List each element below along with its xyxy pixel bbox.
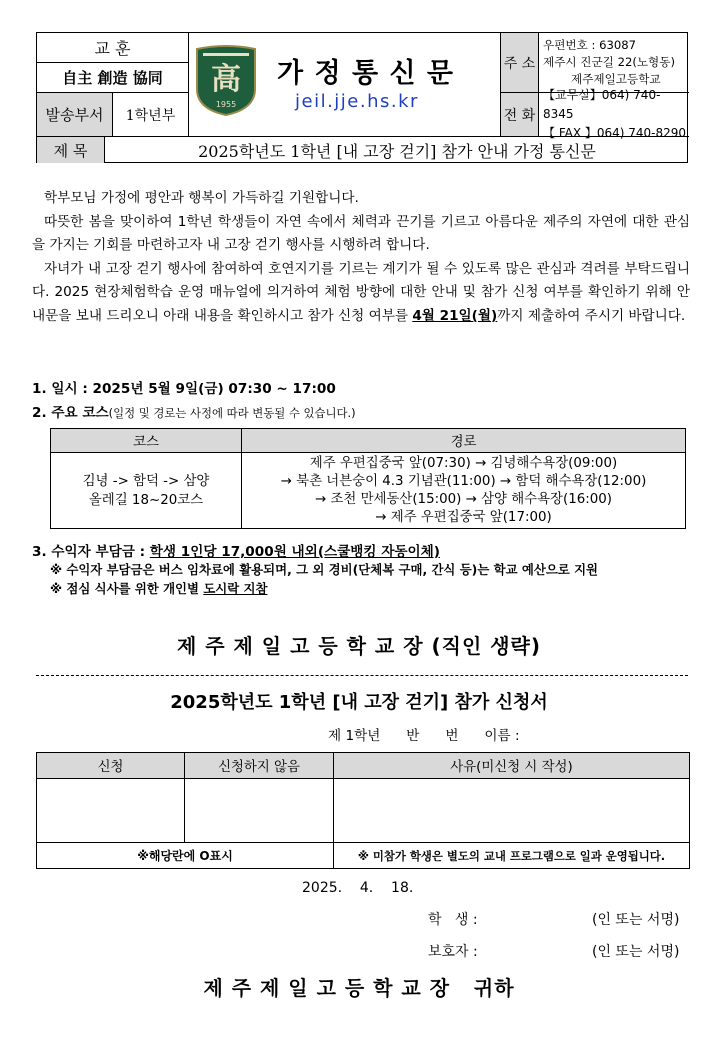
intro-paragraph-1: 학부모님 가정에 평안과 행복이 가득하길 기원합니다. xyxy=(44,190,359,206)
phone-office: 【교무실】064) 740-8345 xyxy=(543,88,661,121)
route-col-header: 경로 xyxy=(242,429,686,453)
motto-label: 교 훈 xyxy=(37,33,189,63)
intro-text xyxy=(32,187,690,329)
apply-col-header: 신청 xyxy=(37,753,185,779)
not-apply-col-header: 신청하지 않음 xyxy=(185,753,334,779)
absent-note: ※ 미참가 학생은 별도의 교내 프로그램으로 일과 운영됩니다. xyxy=(334,843,690,869)
principal-signature: 제 주 제 일 고 등 학 교 장 (직인 생략) xyxy=(176,634,542,658)
subject-label: 제 목 xyxy=(37,137,105,163)
student-sign-label: 학 생 : xyxy=(428,912,478,928)
fee-line: 3. 수익자 부담금 : 학생 1인당 17,000원 내외(스쿨뱅킹 자동이체) xyxy=(32,544,441,560)
reason-col-header: 사유(미신청 시 작성) xyxy=(334,753,690,779)
phone-value xyxy=(539,88,689,140)
address-value xyxy=(539,33,689,93)
course-cell: 김녕 -> 함덕 -> 삼양 올레길 18~20코스 xyxy=(51,453,242,529)
phone-label: 전 화 xyxy=(501,93,539,137)
fee-value: 학생 1인당 17,000원 내외(스쿨뱅킹 자동이체) xyxy=(149,544,441,560)
subject-value: 2025학년도 1학년 [내 고장 걷기] 참가 안내 가정 통신문 xyxy=(198,141,596,161)
school-url[interactable]: jeil.jje.hs.kr xyxy=(295,91,419,112)
student-sign-field[interactable]: (인 또는 서명) xyxy=(592,912,680,928)
deadline: 4월 21일(월) xyxy=(412,307,498,324)
mark-note: ※해당란에 O표시 xyxy=(37,843,334,869)
course-note: (일정 및 경로는 사정에 따라 변동될 수 있습니다.) xyxy=(108,406,356,420)
lunch-note: ※ 점심 식사를 위한 개인별 도시락 지참 xyxy=(50,581,268,596)
letter-header xyxy=(36,32,688,163)
apply-check-cell[interactable] xyxy=(37,779,185,843)
course-table xyxy=(50,428,686,529)
address-label: 주 소 xyxy=(501,33,539,93)
school-motto: 自主 創造 協同 xyxy=(37,63,189,93)
form-date: 2025. 4. 18. xyxy=(302,880,414,896)
title-block xyxy=(189,33,501,137)
phone-fax: 【 FAX 】064) 740-8290 xyxy=(543,126,687,140)
address-line2: 제주제일고등학교 xyxy=(571,72,661,86)
cut-line xyxy=(36,675,688,676)
recipient: 제 주 제 일 고 등 학 교 장 귀하 xyxy=(203,976,515,1000)
not-apply-check-cell[interactable] xyxy=(185,779,334,843)
route-cell: 제주 우편집중국 앞(07:30) → 김녕해수욕장(09:00) → 북촌 너븐숭이 4.3 기념관(11:00) → 함덕 해수욕장(12:00) → 조천 만세동산(15:00) → 삼양 해수욕장(16:00) → 제주 우편집중국 앞(17:00) xyxy=(242,453,686,529)
event-date: 1. 일시 : 2025년 5월 9일(금) 07:30 ~ 17:00 xyxy=(32,381,336,397)
school-emblem-icon xyxy=(195,45,257,117)
student-info-line: 제 1학년 반 번 이름 : xyxy=(328,728,520,744)
dept-value: 1학년부 xyxy=(113,93,189,137)
school-logo xyxy=(195,45,257,121)
letter-title: 가 정 통 신 문 xyxy=(277,58,455,89)
dept-label: 발송부서 xyxy=(37,93,113,137)
parent-sign-field[interactable]: (인 또는 서명) xyxy=(592,944,680,960)
course-col-header: 코스 xyxy=(51,429,242,453)
form-title: 2025학년도 1학년 [내 고장 걷기] 참가 신청서 xyxy=(170,692,548,713)
svg-text:1955: 1955 xyxy=(215,100,237,109)
fee-note: ※ 수익자 부담금은 버스 임차료에 활용되며, 그 외 경비(단체복 구매, 간식 등)는 학교 예산으로 지원 xyxy=(50,562,599,577)
reason-input-cell[interactable] xyxy=(334,779,690,843)
parent-sign-label: 보호자 : xyxy=(428,944,478,960)
application-table xyxy=(36,752,690,869)
intro-paragraph-3: 자녀가 내 고장 걷기 행사에 참여하여 호연지기를 기르는 계기가 될 수 있도록 많은 관심과 격려를 부탁드립니다. 2025 현장체험학습 운영 매뉴얼에 의거하여 체험 방향에 대한 안내 및 참가 신청 여부를 확인하기 위해 안내문을 보내 드리오니 아래 내용을 확인하시고 참가 신청 여부를 4월 21일(월)까지 제출하여 주시기 바랍니다. xyxy=(32,260,690,324)
intro-paragraph-2: 따뜻한 봄을 맞이하여 1학년 학생들이 자연 속에서 체력과 끈기를 기르고 아름다운 제주의 자연에 대한 관심을 가지는 기회를 마련하고자 내 고장 걷기 행사를 시행하려 합니다. xyxy=(32,213,690,254)
svg-text:高: 高 xyxy=(211,62,241,97)
course-heading: 2. 주요 코스(일정 및 경로는 사정에 따라 변동될 수 있습니다.) xyxy=(32,405,356,421)
address-zip: 우편번호 : 63087 xyxy=(543,38,636,52)
address-line1: 제주시 진군길 22(노형동) xyxy=(543,55,675,69)
